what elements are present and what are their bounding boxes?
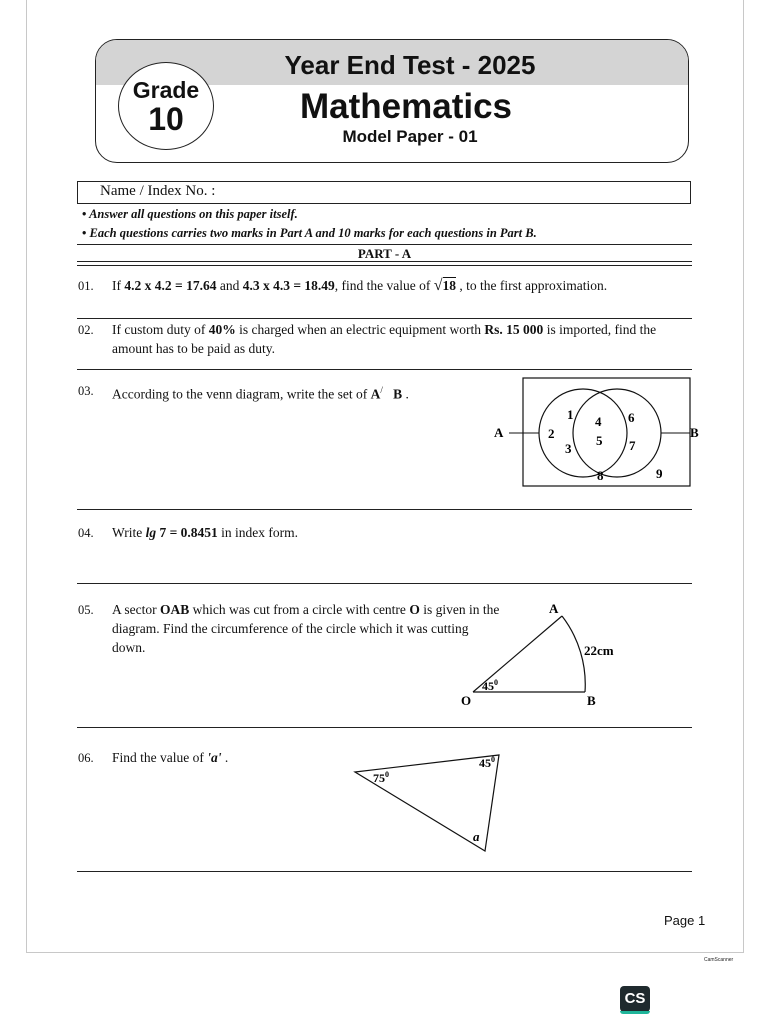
divider (77, 244, 692, 245)
venn-element: 1 (567, 407, 574, 422)
angle-45-label: $45^0$ (479, 755, 495, 770)
subject-title: Mathematics (299, 87, 513, 126)
question-2-text: If custom duty of 40% is charged when an electric equipment worth Rs. 15 000 is imported, find the amount has to be paid as duty. (112, 322, 657, 356)
venn-element: 9 (656, 466, 663, 481)
instruction-1: • Answer all questions on this paper itself. (82, 207, 298, 221)
grade-number: 10 (148, 101, 184, 137)
paper-title: Model Paper - 01 (342, 127, 478, 146)
sqrt-symbol: √ (433, 277, 443, 294)
question-number: 04. (78, 526, 94, 540)
question-5-text: A sector OAB which was cut from a circle with centre O is given in the diagram. Find the circumference of the circle which it was cutting down. (112, 602, 500, 655)
question-number: 01. (78, 279, 94, 293)
scanner-watermark: CamScanner (704, 957, 734, 963)
grade-badge (118, 62, 214, 150)
sector-angle-label: $45^0$ (482, 678, 498, 693)
set-b-label: B (690, 425, 699, 440)
sector-arc (562, 616, 585, 692)
radicand: 18 (442, 278, 457, 293)
page-number: Page 1 (664, 913, 706, 928)
divider (77, 318, 692, 319)
venn-element: 4 (595, 414, 602, 429)
question-1-text: If 4.2 x 4.2 = 17.64 and 4.3 x 4.3 = 18.49, find the value of √18 , to the first approximation. (112, 277, 608, 294)
question-4-text: Write lg 7 = 0.8451 in index form. (112, 525, 299, 540)
set-a-label: A (494, 425, 504, 440)
divider (77, 509, 692, 510)
arc-length-label: 22cm (584, 643, 614, 658)
venn-diagram (480, 370, 710, 495)
angle-75-label: $75^0$ (373, 770, 389, 785)
part-label: PART - A (357, 246, 412, 261)
venn-element: 5 (596, 433, 603, 448)
triangle-diagram (345, 745, 515, 860)
point-a-label: A (549, 601, 559, 616)
divider (77, 727, 692, 728)
question-6-text: Find the value of 'a' . (112, 750, 229, 765)
question-3-text: According to the venn diagram, write the set of A/ B . (112, 385, 409, 402)
point-b-label: B (587, 693, 596, 708)
instruction-2: • Each questions carries two marks in Part A and 10 marks for each questions in Part B. (82, 226, 537, 240)
camscanner-logo: CS (620, 986, 650, 1012)
divider (77, 261, 692, 262)
camscanner-logo-bar (620, 1011, 650, 1014)
question-number: 06. (78, 751, 94, 765)
question-number: 03. (78, 384, 94, 398)
question-number: 05. (78, 603, 94, 617)
sector-diagram (455, 598, 630, 713)
divider (77, 871, 692, 872)
venn-element: 3 (565, 441, 572, 456)
name-index-label: Name / Index No. : (100, 183, 216, 199)
set-b-circle (573, 389, 661, 477)
venn-element: 7 (629, 438, 636, 453)
venn-element: 2 (548, 426, 555, 441)
unknown-angle-label: a (473, 829, 480, 844)
venn-element: 8 (597, 468, 604, 483)
venn-element: 6 (628, 410, 635, 425)
grade-label: Grade (132, 77, 200, 103)
question-number: 02. (78, 323, 94, 337)
name-index-field[interactable] (77, 181, 691, 204)
point-o-label: O (461, 693, 472, 708)
divider (77, 265, 692, 266)
divider (77, 583, 692, 584)
test-title: Year End Test - 2025 (284, 50, 536, 80)
